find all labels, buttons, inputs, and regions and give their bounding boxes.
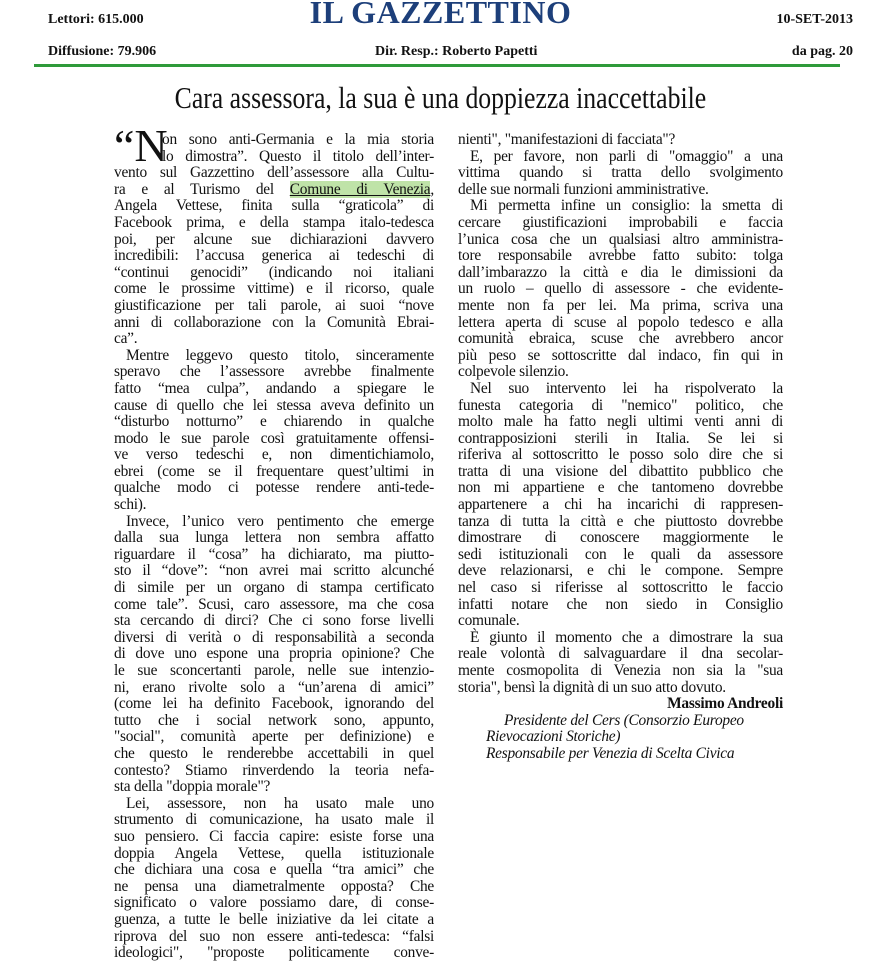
article-text-line: riguardare il “cosa” ha dichiarato, ma piutto- [114,545,434,563]
article-text-line: un ruolo – quello di assessore - che evidente- [458,280,783,298]
article-text-line: infatti notare che non siedo in Consiglio [458,595,783,613]
article-text-line: suo pensiero. Ci faccia capire: esiste forse una [114,827,434,845]
article-text-line: "social", comunità aperte per definizione) e [114,728,434,746]
article-text-line: ca”. [114,330,138,348]
article-text-line: ne pensa una diametralmente opposta? Che [114,877,434,895]
article-text-line: non mi appartiene e che tantomeno dovrebbe [458,479,783,497]
article-text-line: “continui genocidi” (indicando noi italiani [114,263,434,281]
article-text-line: appartenere a chi ha incarichi di rappresen- [458,496,783,514]
article-text-line: guenza, a tutte le belle iniziative da lei citate a [114,910,434,928]
signature-role: Responsabile per Venezia di Scelta Civica [486,744,735,762]
article-text-line: ve verso tedeschi e, non dimentichiamolo, [114,446,434,464]
article-text-line: dimostrare di conoscere maggiormente le [458,529,783,547]
article-text-line: ebrei (come se il frequentare quest’ultimi in [114,462,434,480]
article-text-line: modo le sue parole così gratuitamente offensi- [114,429,434,447]
article-text-line: giustificazione per tali parole, ai suoi “nove [114,296,434,314]
article-text-line: deve relazionarsi, e chi le compone. Sempre [458,562,783,580]
circulation-count: Diffusione: 79.906 [48,44,157,59]
article-text-line: che questo le renderebbe accettabili in quel [114,744,434,762]
article-text-line: on sono anti-Germania e la mia storia [162,131,434,148]
issue-date: 10-SET-2013 [776,12,853,27]
highlighted-keyword: Comune di Venezia [289,180,431,198]
article-text-line: Facebook prima, e della stampa italo-tedesca [114,213,434,231]
article-text-line: (come lei ha definito Facebook, ignorando del [114,695,434,713]
article-text-line: sto il “dove”: “non avrei mai scritto alcunché [114,562,434,580]
article-text-line: Lei, assessore, non ha usato male uno [126,794,434,812]
article-text-line: Nel suo intervento lei ha rispolverato la [470,379,783,397]
article-text-line: ideologici", "proposte politicamente conve- [114,944,434,962]
article-text-line: molto male ha fatto negli ultimi venti anni di [458,413,783,431]
article-column-2 [458,132,783,763]
article-text-line: più peso se sottoscritte dal indaco, fin qui in [458,346,783,364]
article-text-line: comunità ebraica, scuse che avrebbero ancor [458,330,783,348]
drop-cap: “N [114,120,168,171]
article-text-line: l’unica cosa che un qualsiasi altro amministra- [458,230,783,248]
article-text-line: Angela Vettese, finita sulla “graticola” di [114,197,434,215]
article-text-line: mente non fa per lei. Ma prima, scriva una [458,296,783,314]
article-text-line: come le prossime vittime) e il ricorso, quale [114,280,434,298]
article-text-line: significato o valore possiamo dare, di conse- [114,894,434,912]
article-text-line: tutto che i social network sono, appunto, [114,711,434,729]
article-text-line: “disturbo notturno” e chiarendo in qualche [114,413,434,431]
editor-in-chief: Dir. Resp.: Roberto Papetti [375,44,538,59]
article-text-line: mente cosmopolita di Venezia non sia la "sua [458,662,783,679]
article-text-line: strumento di comunicazione, ha usato male il [114,811,434,829]
article-text-line: contesto? Stiamo rinverdendo la teoria nefa- [114,761,434,779]
article-text-line: tore responsabile avrebbe fatto subito: tolga [458,247,783,265]
article-text-line: Invece, l’unico vero pentimento che emerge [126,512,434,530]
article-text-line: E, per favore, non parli di "omaggio" a una [470,147,783,165]
article-text-line: Mentre leggevo questo titolo, sinceramente [126,346,434,364]
article-text-line: È giunto il momento che a dimostrare la sua [470,628,783,646]
article-text-line: vento sul Gazzettino dell’assessore alla Cultu- [114,164,434,182]
article-text-line: cause di quello che lei stessa aveva definito un [114,396,434,414]
article-text-line: comunale. [458,612,520,630]
article-text-line: tratta di una visione del dibattito pubblico che [458,462,783,480]
article-text-line: speravo che l’assessore avrebbe finalmente [114,363,434,381]
article-text-line: nienti", "manifestazioni di facciata"? [458,131,676,148]
article-text-line: ra e al Turismo del Comune di Venezia, [114,180,434,198]
article-text-line: sta della "doppia morale"? [114,778,271,796]
article-text-line: schi). [114,496,147,514]
article-text-line: che dichiara una cosa e quella “tra amici” che [114,861,434,879]
readers-count: Lettori: 615.000 [48,12,144,27]
article-text-line: doppia Angela Vettese, quella istituzionale [114,844,434,862]
article-text-line: qualche modo ci potesse rendere anti-tede- [114,479,434,497]
article-text-line: riprova del suo non essere anti-tedesca: “falsi [114,927,434,945]
article-text-line: cercare giustificazioni improbabili e faccia [458,213,783,231]
page-reference: da pag. 20 [791,44,853,59]
article-text-line: poi, per alcune sue dichiarazioni davvero [114,230,434,248]
article-text-line: vittima quando si tratta dello svolgimento [458,164,783,182]
article-text-line: reale volontà di salvaguardare il dna secolar- [458,645,783,663]
article-text-line: incredibili: l’accusa generica ai tedeschi di [114,247,434,265]
article-text-line: dalla sua lunga lettera non sembra affatto [114,529,434,547]
article-text-line: dall’imbarazzo la città e dia le dimissioni da [458,263,783,281]
article-text-line: colpevole silenzio. [458,363,569,381]
article-text-line: ni, erano rivolte solo a “un’arena di amici” [114,678,434,696]
signature-name: Massimo Andreoli [667,695,783,713]
signature-role: Presidente del Cers (Consorzio Europeo [504,711,744,729]
article-text-line: di simile per un organo di stampa certificato [114,579,434,597]
article-text-line: funesta categoria di "nemico" politico, che [458,396,783,414]
article-text-line: anni di collaborazione con la Comunità Ebrai- [114,313,434,331]
article-text-line: lo dimostra”. Questo il titolo dell’inter- [162,147,434,165]
header-divider [34,64,840,67]
newspaper-masthead: IL GAZZETTINO [309,0,572,30]
article-text-line: delle sue normali funzioni amministrative. [458,180,709,198]
article-text-line: lettera aperta di scuse al popolo tedesco e alla [458,313,783,331]
article-text-line: tanza di tutta la città e che piuttosto dovrebbe [458,512,783,530]
article-text-line: sta cercando di dirci? Che ci sono forse livelli [114,612,434,630]
article-text-line: riferiva al sottoscritto le posso solo dire che si [458,446,783,464]
signature-role: Rievocazioni Storiche) [486,728,621,746]
article-text-line: contrapposizioni sterili in Italia. Se lei si [458,429,783,447]
article-text-line: le sue sconcertanti parole, nelle sue intenzio- [114,662,434,679]
article-text-line: Mi permetta infine un consiglio: la smetta di [470,197,783,215]
article-text-line: storia", bensì la dignità di un suo atto dovuto. [458,678,726,696]
article-text-line: fatto “mea culpa”, andando a spiegare le [114,379,434,397]
article-text-line: nel caso si riferisse al sottoscritto le faccio [458,579,783,597]
article-text-line: come tale”. Scusi, caro assessore, ma che cosa [114,595,434,613]
article-column-1 [114,132,434,962]
article-text-line: di dove uno espone una propria opinione? Che [114,645,434,663]
article-text-line: sedi istituzionali con le quali da assessore [458,545,783,563]
article-text-line: diversi di verità o di responsabilità a seconda [114,628,434,646]
article-headline: Cara assessora, la sua è una doppiezza inaccettabile [174,80,707,115]
